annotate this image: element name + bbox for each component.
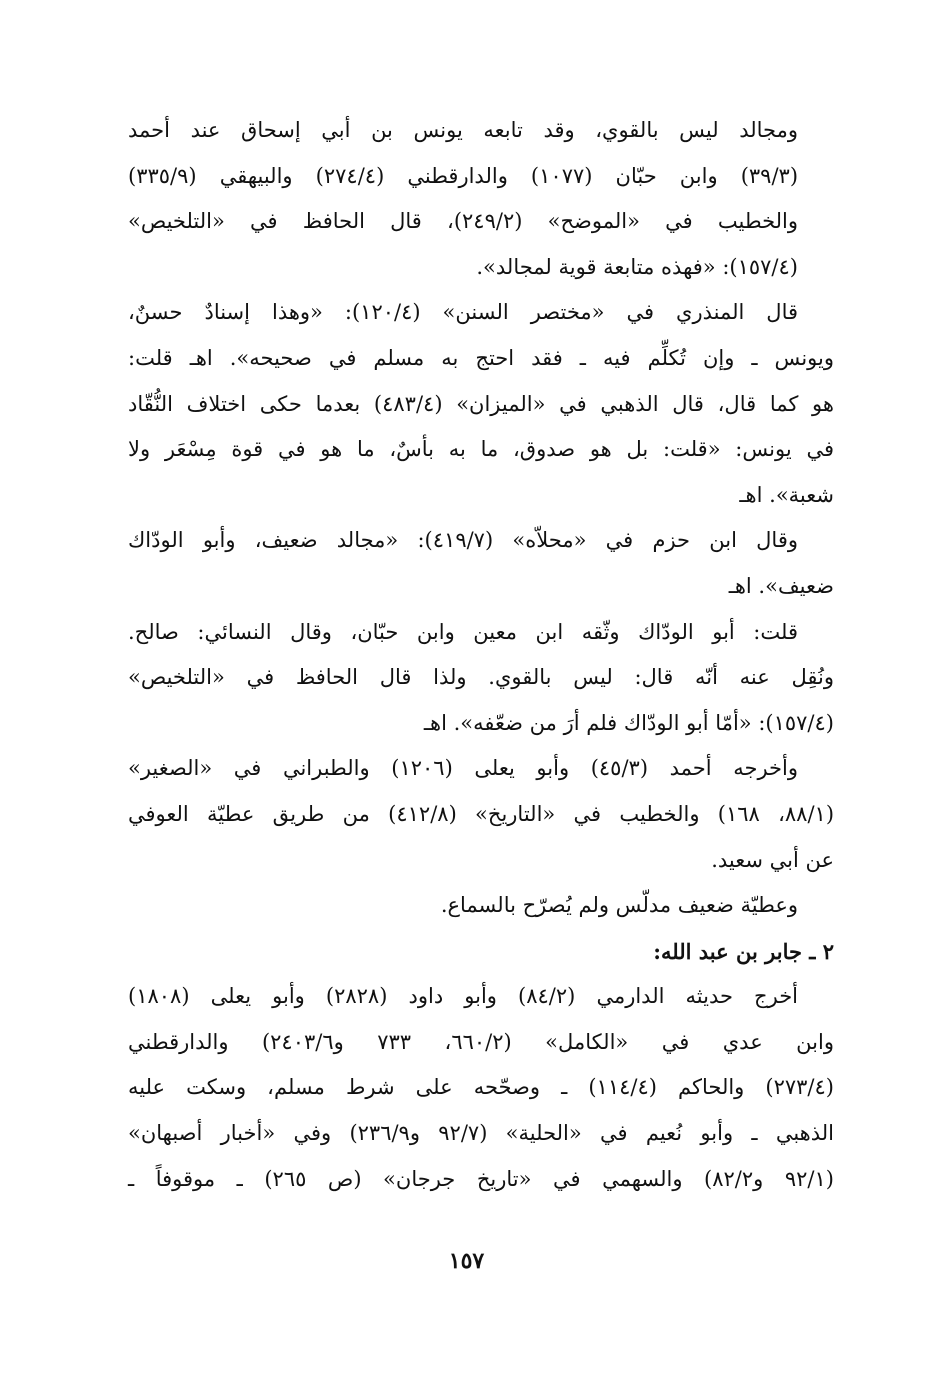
text-line: وابن عدي في «الكامل» (٦٦٠/٢، ٧٣٣ و٢٤٠٣/٦) والدارقطني [128, 1029, 834, 1054]
paragraph-mundhiri [128, 290, 834, 518]
text-line: (١٥٧/٤): «أمّا أبو الودّاك فلم أرَ من ضعّفه». اهـ [423, 710, 834, 735]
text-line: وقال ابن حزم في «محلاّه» (٤١٩/٧): «مجالد ضعيف، وأبو الودّاك [128, 528, 798, 553]
text-line: قال المنذري في «مختصر السنن» (١٢٠/٤): «وهذا إسنادٌ حسنٌ، [128, 300, 798, 325]
paragraph-atiyya [128, 883, 834, 929]
paragraph-ibn-hazm [128, 518, 834, 609]
text-line: ويونس ـ وإن تُكلِّم فيه ـ فقد احتج به مسلم في صحيحه». اهـ قلت: [128, 345, 834, 370]
text-line: شعبة». اهـ [739, 482, 834, 507]
text-line: قلت: أبو الودّاك وثّقه ابن معين وابن حبّان، وقال النسائي: صالح. [128, 619, 798, 644]
paragraph-jabir-takhrij [128, 974, 834, 1202]
text-line: ومجالد ليس بالقوي، وقد تابعه يونس بن أبي إسحاق عند أحمد [128, 118, 798, 142]
text-line: (٩٢/١ و٨٢/٢) والسهمي في «تاريخ جرجان» (ص ٢٦٥) ـ موقوفاً ـ [128, 1166, 834, 1191]
text-line: أخرج حديثه الدارمي (٨٤/٢) وأبو داود (٢٨٢٨) وأبو يعلى (١٨٠٨) [128, 984, 799, 1009]
paragraph-mujalid [128, 108, 834, 290]
text-line: في يونس: «قلت: بل هو صدوق، ما به بأسٌ، ما هو في قوة مِسْعَر ولا [128, 437, 834, 462]
text-line: ونُقِل عنه أنّه قال: ليس بالقوي. ولذا قال الحافظ في «التلخيص» [128, 665, 834, 690]
text-line: هو كما قال، قال الذهبي في «الميزان» (٤٨٣/٤) بعدما حكى اختلاف النُّقّاد [128, 391, 834, 416]
text-line: ضعيف». اهـ [728, 573, 834, 598]
text-line: والخطيب في «الموضح» (٢٤٩/٢)، قال الحافظ في «التلخيص» [128, 209, 799, 234]
paragraph-takhrij-ahmad [128, 746, 834, 883]
section-heading [128, 929, 834, 975]
page-number: ١٥٧ [448, 1248, 485, 1274]
text-line: وعطيّة ضعيف مدلّس ولم يُصرّح بالسماع. [440, 893, 798, 918]
text-line: (١٥٧/٤): «فهذه متابعة قوية لمجالد». [476, 254, 798, 279]
heading-text: ٢ ـ جابر بن عبد الله: [653, 938, 834, 964]
text-line: (٨٨/١، ١٦٨) والخطيب في «التاريخ» (٤١٢/٨) من طريق عطيّة العوفي [128, 801, 835, 826]
text-line: (٣٩/٣) وابن حبّان (١٠٧٧) والدارقطني (٢٧٤/٤) والبيهقي (٣٣٥/٩) [128, 163, 799, 188]
text-line: وأخرجه أحمد (٤٥/٣) وأبو يعلى (١٢٠٦) والطبراني في «الصغير» [128, 756, 798, 781]
text-line: (٢٧٣/٤) والحاكم (١١٤/٤) ـ وصحّحه على شرط مسلم، وسكت عليه [128, 1075, 834, 1100]
text-line: عن أبي سعيد. [711, 847, 834, 872]
text-line: الذهبي ـ وأبو نُعيم في «الحلية» (٩٢/٧ و٢٣٦/٩) وفي «أخبار أصبهان» [128, 1121, 834, 1146]
page-body [128, 108, 834, 1202]
paragraph-abu-alwaddak [128, 610, 834, 747]
